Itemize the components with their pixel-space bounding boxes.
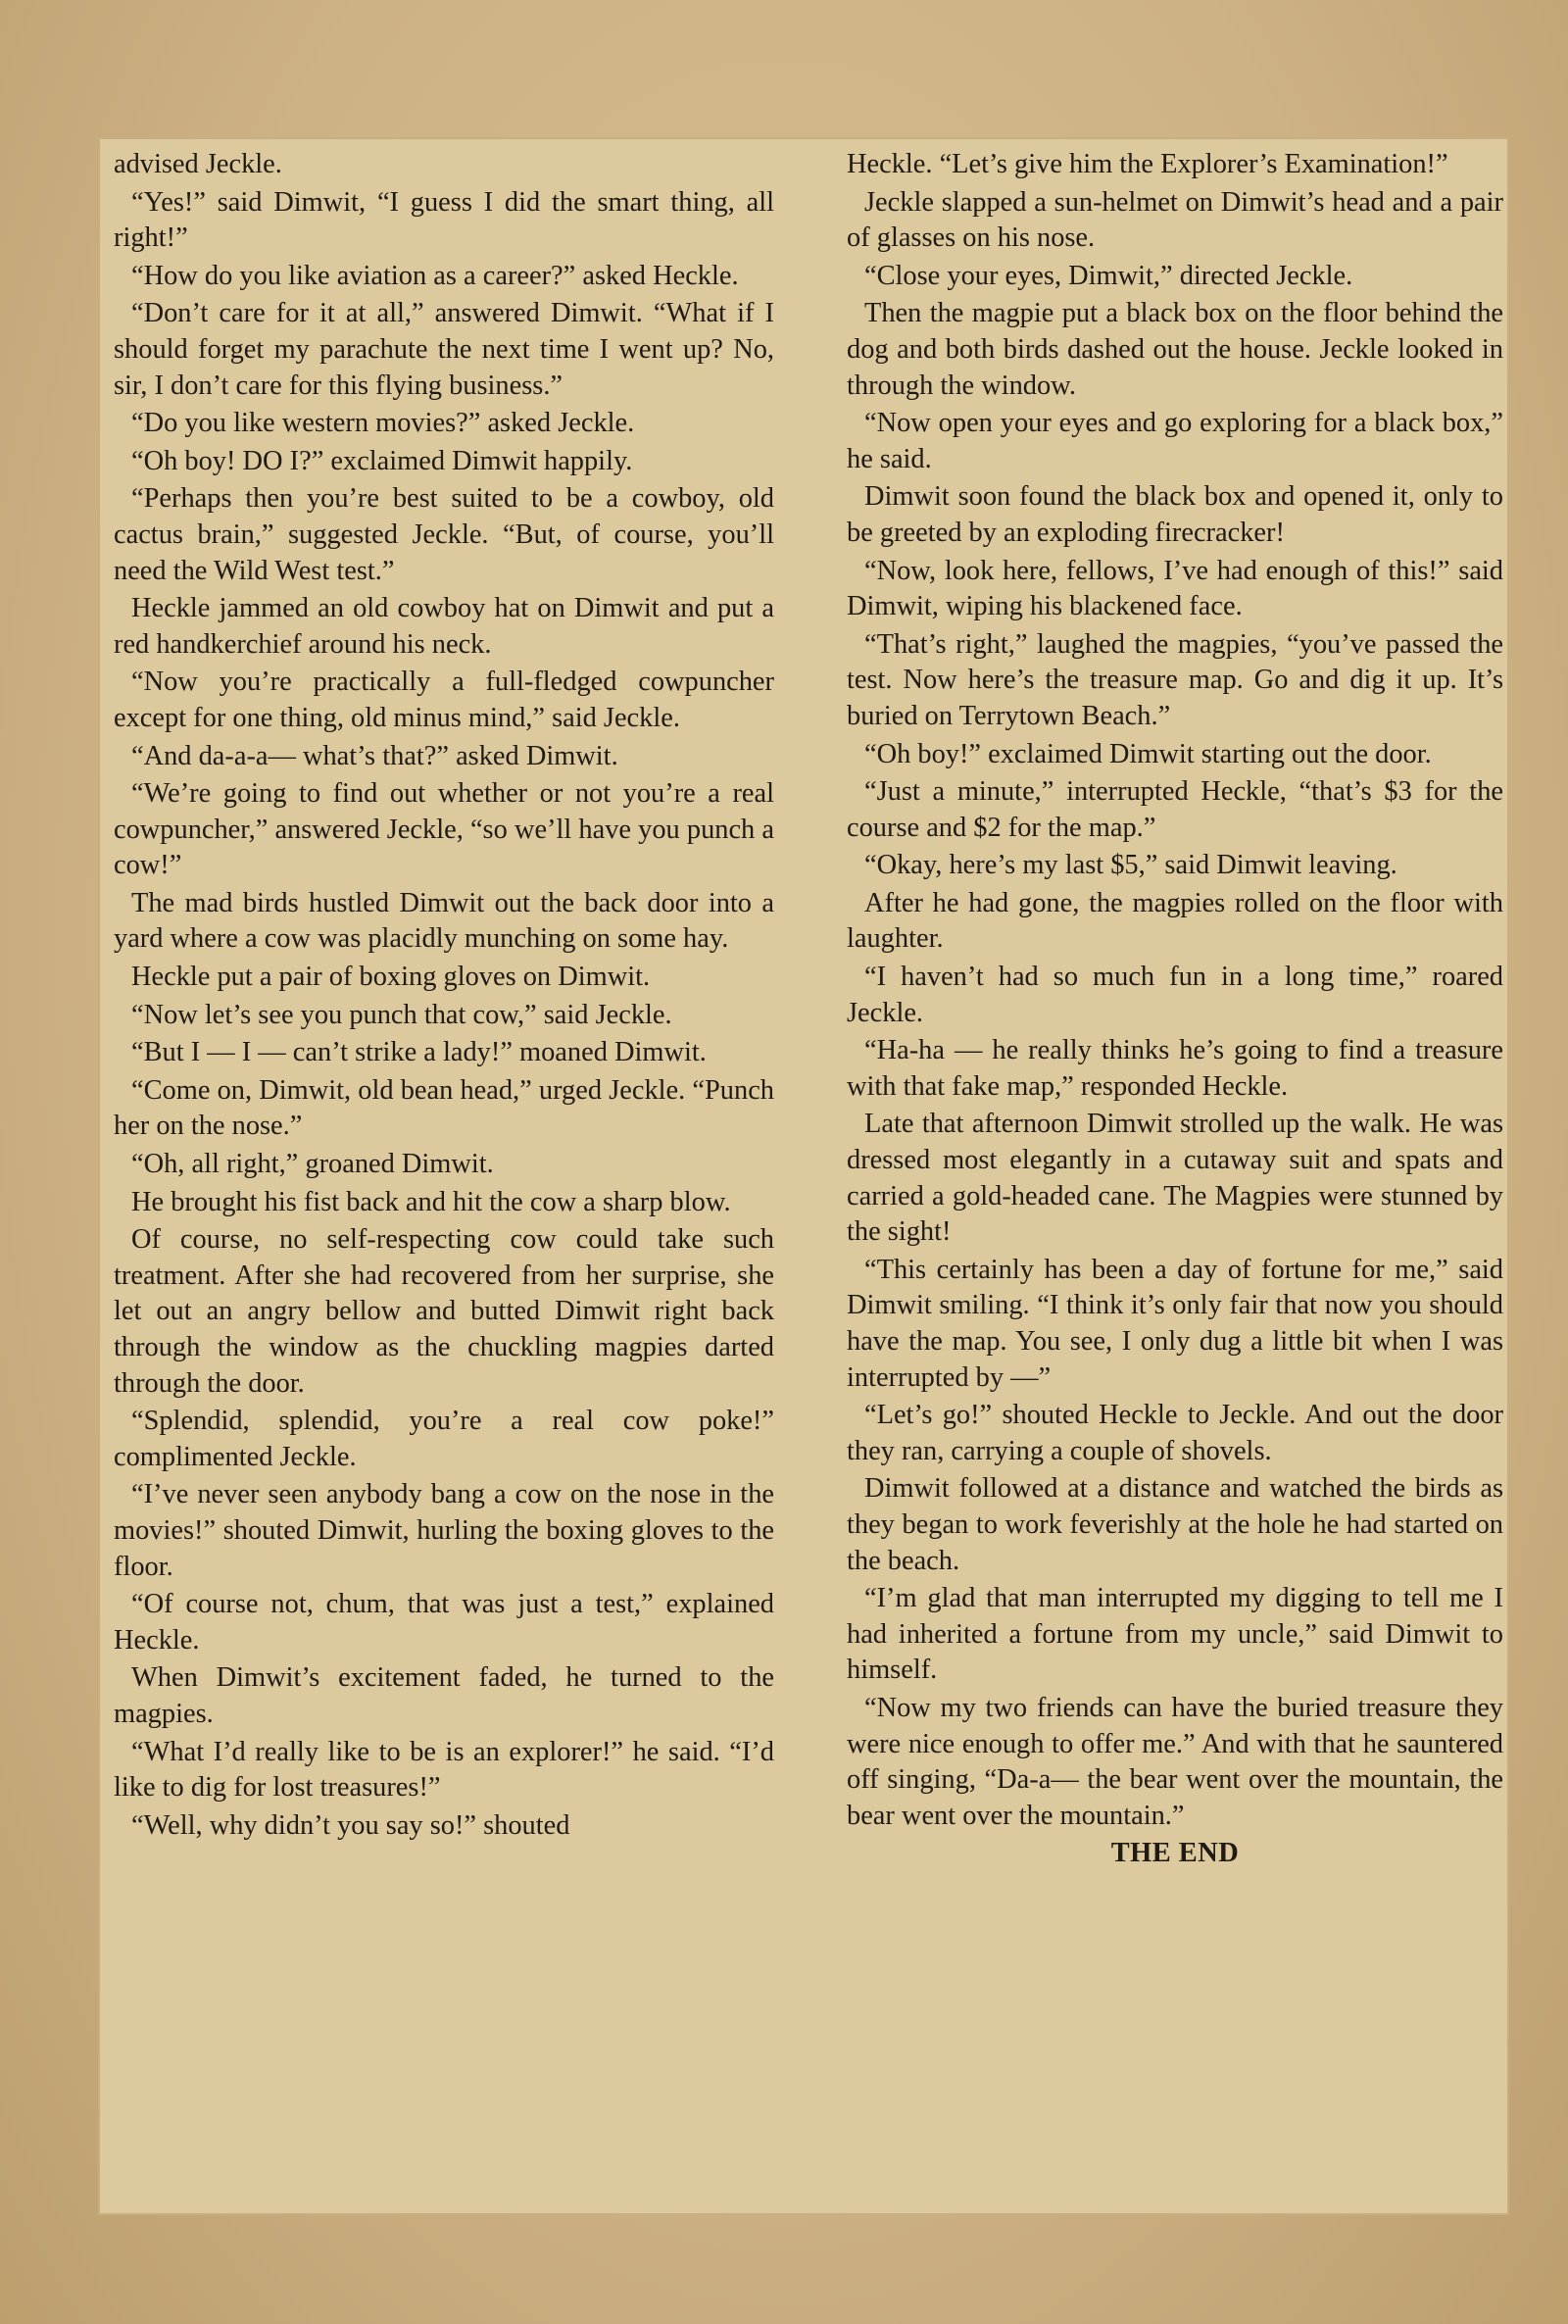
the-end-label: THE END <box>1110 1838 1240 1869</box>
paragraph: “Now my two friends can have the buried treasure they were nice enough to offer me.” And with that he sauntered off singing, “Da-a— the bear went over the mountain, the bear went over the mountain.” <box>847 1692 1503 1831</box>
paragraph: “Ha-ha — he really thinks he’s going to find a treasure with that fake map,” responded Heckle. <box>847 1035 1503 1102</box>
paragraph: “Now let’s see you punch that cow,” said Jeckle. <box>131 999 672 1030</box>
paragraph: “And da-a-a— what’s that?” asked Dimwit. <box>131 740 618 771</box>
paragraph: “Oh, all right,” groaned Dimwit. <box>131 1149 494 1180</box>
paragraph: “Just a minute,” interrupted Heckle, “that’s $3 for the course and $2 for the map.” <box>847 776 1503 843</box>
paragraph: When Dimwit’s excitement faded, he turned to the magpies. <box>114 1662 774 1729</box>
paragraph: “This certainly has been a day of fortune for me,” said Dimwit smiling. “I think it’s only fair that now you should have the map. You see, I only dug a little bit when I was interrupted by —” <box>847 1254 1503 1393</box>
paragraph: Heckle jammed an old cowboy hat on Dimwit and put a red handkerchief around his neck. <box>114 593 774 660</box>
paragraph: He brought his fist back and hit the cow a sharp blow. <box>131 1186 731 1217</box>
paragraph: “Perhaps then you’re best suited to be a cowboy, old cactus brain,” suggested Jeckle. “But, of course, you’ll need the Wild West test.” <box>114 483 774 586</box>
paragraph: “I’m glad that man interrupted my digging to tell me I had inherited a fortune from my uncle,” said Dimwit to himself. <box>847 1583 1503 1686</box>
paragraph: “We’re going to find out whether or not you’re a real cowpuncher,” answered Jeckle, “so we’ll have you punch a cow!” <box>114 778 774 881</box>
paragraph: advised Jeckle. <box>114 149 282 179</box>
paragraph: “Okay, here’s my last $5,” said Dimwit leaving. <box>864 850 1397 881</box>
paragraph: “Splendid, splendid, you’re a real cow poke!” complimented Jeckle. <box>114 1406 774 1472</box>
paragraph: Late that afternoon Dimwit strolled up the walk. He was dressed most elegantly in a cutaway suit and spats and carried a gold-headed cane. The Magpies were stunned by the sight! <box>847 1109 1503 1248</box>
paragraph: “Close your eyes, Dimwit,” directed Jeckle. <box>864 260 1353 291</box>
paragraph: Dimwit followed at a distance and watched the birds as they began to work feverishly at the hole he had started on the beach. <box>847 1473 1503 1576</box>
paragraph: “Don’t care for it at all,” answered Dimwit. “What if I should forget my parachute the next time I went up? No, sir, I don’t care for this flying business.” <box>114 298 774 401</box>
paragraph: Dimwit soon found the black box and opened it, only to be greeted by an exploding firecracker! <box>847 481 1503 548</box>
paragraph: “But I — I — can’t strike a lady!” moaned Dimwit. <box>131 1037 707 1068</box>
paragraph: “Now, look here, fellows, I’ve had enough of this!” said Dimwit, wiping his blackened face. <box>847 555 1503 622</box>
right-column <box>847 147 1503 1874</box>
paragraph: Jeckle slapped a sun-helmet on Dimwit’s head and a pair of glasses on his nose. <box>847 186 1503 254</box>
paragraph: “I’ve never seen anybody bang a cow on the nose in the movies!” shouted Dimwit, hurling the boxing gloves to the floor. <box>114 1479 774 1582</box>
paragraph: Of course, no self-respecting cow could take such treatment. After she had recovered from her surprise, she let out an angry bellow and butted Dimwit right back through the window as the chuckling magpies darted through the door. <box>114 1224 774 1399</box>
paragraph: “Do you like western movies?” asked Jeckle. <box>131 408 635 439</box>
paragraph: “Now you’re practically a full-fledged cowpuncher except for one thing, old minus mind,” said Jeckle. <box>114 667 774 733</box>
paragraph: Then the magpie put a black box on the floor behind the dog and both birds dashed out the house. Jeckle looked in through the window. <box>847 298 1503 401</box>
paragraph: Heckle put a pair of boxing gloves on Dimwit. <box>131 962 651 993</box>
paragraph: “Come on, Dimwit, old bean head,” urged Jeckle. “Punch her on the nose.” <box>114 1074 774 1142</box>
paragraph: “Let’s go!” shouted Heckle to Jeckle. And out the door they ran, carrying a couple of shovels. <box>847 1400 1503 1466</box>
paragraph: “What I’d really like to be is an explorer!” he said. “I’d like to dig for lost treasures!” <box>114 1736 774 1804</box>
left-column <box>114 147 774 1846</box>
paragraph: “Yes!” said Dimwit, “I guess I did the smart thing, all right!” <box>114 186 774 254</box>
paragraph: After he had gone, the magpies rolled on the floor with laughter. <box>847 887 1503 955</box>
paragraph: “Oh boy!” exclaimed Dimwit starting out the door. <box>864 738 1432 769</box>
paragraph: The mad birds hustled Dimwit out the back door into a yard where a cow was placidly munching on some hay. <box>114 887 774 955</box>
paragraph: “I haven’t had so much fun in a long time,” roared Jeckle. <box>847 962 1503 1028</box>
paragraph: “That’s right,” laughed the magpies, “you’ve passed the test. Now here’s the treasure map. Go and dig it up. It’s buried on Terrytown Beach.” <box>847 628 1503 731</box>
paragraph: “How do you like aviation as a career?” asked Heckle. <box>131 260 739 291</box>
paragraph: “Oh boy! DO I?” exclaimed Dimwit happily. <box>131 445 633 476</box>
paragraph: “Now open your eyes and go exploring for a black box,” he said. <box>847 408 1503 474</box>
paragraph: Heckle. “Let’s give him the Explorer’s Examination!” <box>847 149 1448 179</box>
paragraph: “Well, why didn’t you say so!” shouted <box>131 1809 570 1841</box>
paragraph: “Of course not, chum, that was just a test,” explained Heckle. <box>114 1589 774 1656</box>
